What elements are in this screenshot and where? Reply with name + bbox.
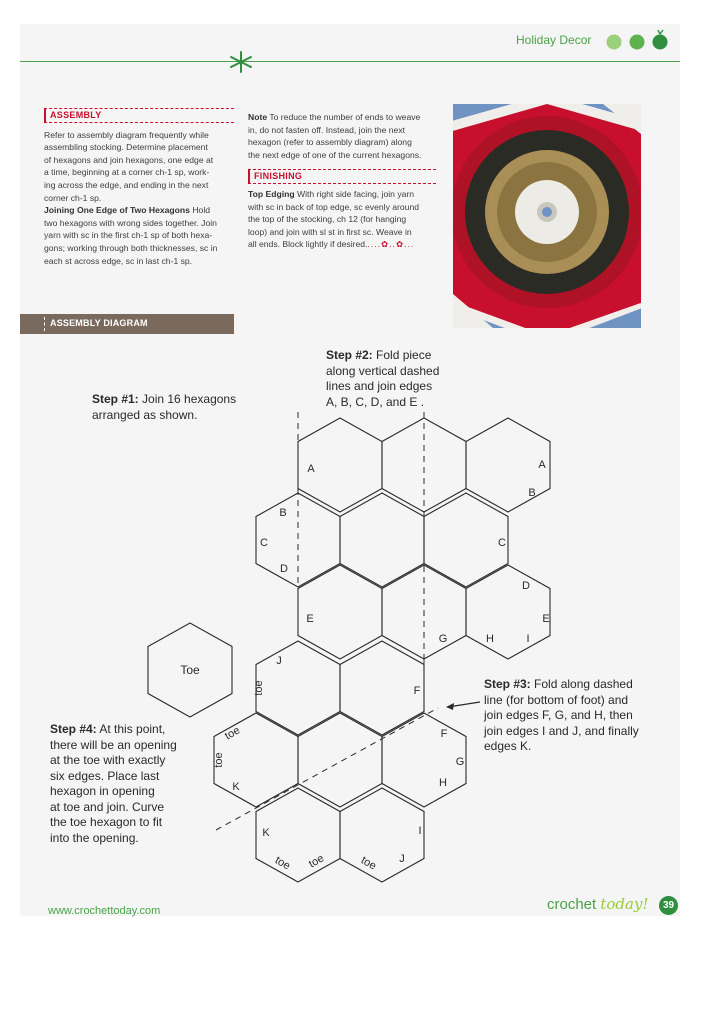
arrow-head-icon — [446, 703, 454, 710]
stocking-hexagon — [340, 641, 424, 735]
assembly-line: corner ch-1 sp. — [44, 192, 102, 203]
assembly-heading: ASSEMBLY — [44, 108, 234, 123]
step2-line: A, B, C, D, and E . — [326, 394, 425, 409]
step2-line: Fold piece — [376, 348, 432, 362]
toe-label: toe — [306, 852, 327, 871]
edge-label: J — [276, 655, 282, 667]
finishing-line: the top of the stocking, ch 12 (for hanging — [248, 214, 407, 225]
brand-text: crochet — [547, 896, 597, 913]
edge-label: E — [542, 613, 550, 625]
finishing-line: with sc in back of top edge, sc evenly around — [248, 201, 420, 212]
edge-label: B — [279, 507, 287, 519]
edge-label: B — [528, 487, 536, 499]
stocking-hexagon — [298, 565, 382, 659]
stocking-hexagon — [256, 493, 340, 587]
stocking-hexagon — [382, 418, 466, 512]
step4-label: Step #4: — [50, 722, 97, 736]
stocking-hexagon — [256, 641, 340, 735]
joining-line: yarn with sc in the first ch-1 sp of both hexa- — [44, 230, 213, 241]
edge-label: I — [418, 825, 422, 837]
step3-line: line (for bottom of foot) and — [484, 692, 629, 707]
note-title: Note — [248, 112, 268, 122]
step4-line: At this point, — [99, 722, 166, 736]
stocking-hexagon — [214, 713, 298, 807]
finishing-heading: FINISHING — [248, 169, 436, 184]
joining-text: Hold — [192, 205, 211, 216]
step3-line: edges K. — [484, 739, 532, 753]
step3-line: Fold along dashed — [534, 677, 633, 691]
step2-label: Step #2: — [326, 348, 373, 362]
edge-label: E — [306, 613, 314, 625]
step4-line: the toe hexagon to fit — [50, 815, 163, 829]
edge-label: C — [498, 537, 506, 549]
assembly-diagram-heading: ASSEMBLY DIAGRAM — [50, 318, 148, 328]
step2-line: along vertical dashed — [326, 363, 440, 378]
footer-url: www.crochettoday.com — [48, 905, 161, 917]
step4-line: there will be an opening — [50, 737, 177, 752]
step3-label: Step #3: — [484, 677, 531, 691]
note-text: To reduce the number of ends to weave — [269, 112, 421, 122]
edge-label: H — [439, 777, 447, 789]
edge-label: A — [307, 463, 315, 475]
edge-label: G — [455, 756, 465, 768]
joining-title: Joining One Edge of Two Hexagons — [44, 205, 190, 216]
brand-logo — [547, 895, 648, 913]
step3-line: join edges I and J, and finally — [484, 723, 639, 738]
step4-line: at the toe with exactly — [50, 753, 166, 767]
note-line: in, do not fasten off. Instead, join the next — [248, 124, 406, 135]
brand-script: today! — [600, 895, 649, 913]
edge-label: K — [232, 781, 240, 793]
finishing-line: all ends. Block lightly if desired.....✿..✿... — [248, 239, 415, 250]
step1-label: Step #1: — [92, 392, 139, 406]
toe-hexagon-label: Toe — [180, 663, 200, 677]
edge-label: A — [538, 459, 546, 471]
note-line: hexagon (refer to assembly diagram) along — [248, 137, 412, 148]
edge-label: F — [440, 728, 448, 740]
assembly-line: a time, beginning at a corner ch-1 sp, work- — [44, 167, 210, 178]
joining-line: each st across edge, sc in last ch-1 sp. — [44, 255, 193, 266]
step2-line: lines and join edges — [326, 379, 433, 393]
toe-label: toe — [358, 854, 379, 873]
assembly-line: of hexagons and join hexagons, one edge at — [44, 154, 214, 165]
step3-line: join edges F, G, and H, then — [484, 708, 633, 722]
stocking-hexagon — [382, 713, 466, 807]
edge-label: H — [486, 633, 494, 645]
stocking-hexagon — [466, 565, 550, 659]
step4-line: six edges. Place last — [50, 768, 160, 783]
finishing-text: all ends. Block lightly if desired. — [248, 239, 368, 250]
edge-label: D — [522, 580, 530, 592]
finishing-line: loop) and join with sl st in first sc. Weave in — [248, 226, 412, 237]
diagonal-fold-line — [216, 708, 438, 830]
toe-label: toe — [222, 724, 243, 743]
step1-line: Join 16 hexagons — [142, 392, 237, 406]
edge-label: I — [526, 633, 530, 645]
stocking-hexagon — [340, 493, 424, 587]
edge-label: J — [399, 853, 405, 865]
edge-label: C — [260, 537, 268, 549]
stocking-hexagon — [424, 493, 508, 587]
section-title: Holiday Decor — [516, 33, 592, 47]
edge-label: F — [413, 685, 421, 697]
note-line: the next edge of one of the current hexagons. — [248, 149, 422, 160]
stocking-hexagon — [340, 788, 424, 882]
assembly-line: assembling stocking. Determine placement — [44, 142, 208, 153]
toe-label: toe — [272, 854, 293, 873]
assembly-line: ing across the edge, and ending in the next — [44, 179, 209, 190]
step4-line: at toe and join. Curve — [50, 799, 165, 814]
joining-line: two hexagons with wrong sides together. Join — [44, 217, 217, 228]
step1-line: arranged as shown. — [92, 407, 198, 422]
stocking-hexagon — [298, 713, 382, 807]
step4-line: into the opening. — [50, 830, 139, 845]
joining-line: gons; working through both thicknesses, sc in — [44, 242, 218, 253]
step4-line: hexagon in opening — [50, 784, 155, 798]
finishing-text: With right side facing, join yarn — [297, 188, 415, 199]
edge-label: K — [262, 827, 270, 839]
toe-label: toe — [253, 680, 265, 696]
finishing-title: Top Edging — [248, 188, 295, 199]
page-number: 39 — [659, 896, 678, 915]
edge-label: G — [438, 633, 448, 645]
edge-label: D — [280, 563, 288, 575]
assembly-line: Refer to assembly diagram frequently while — [44, 129, 209, 140]
toe-label: toe — [213, 752, 225, 768]
